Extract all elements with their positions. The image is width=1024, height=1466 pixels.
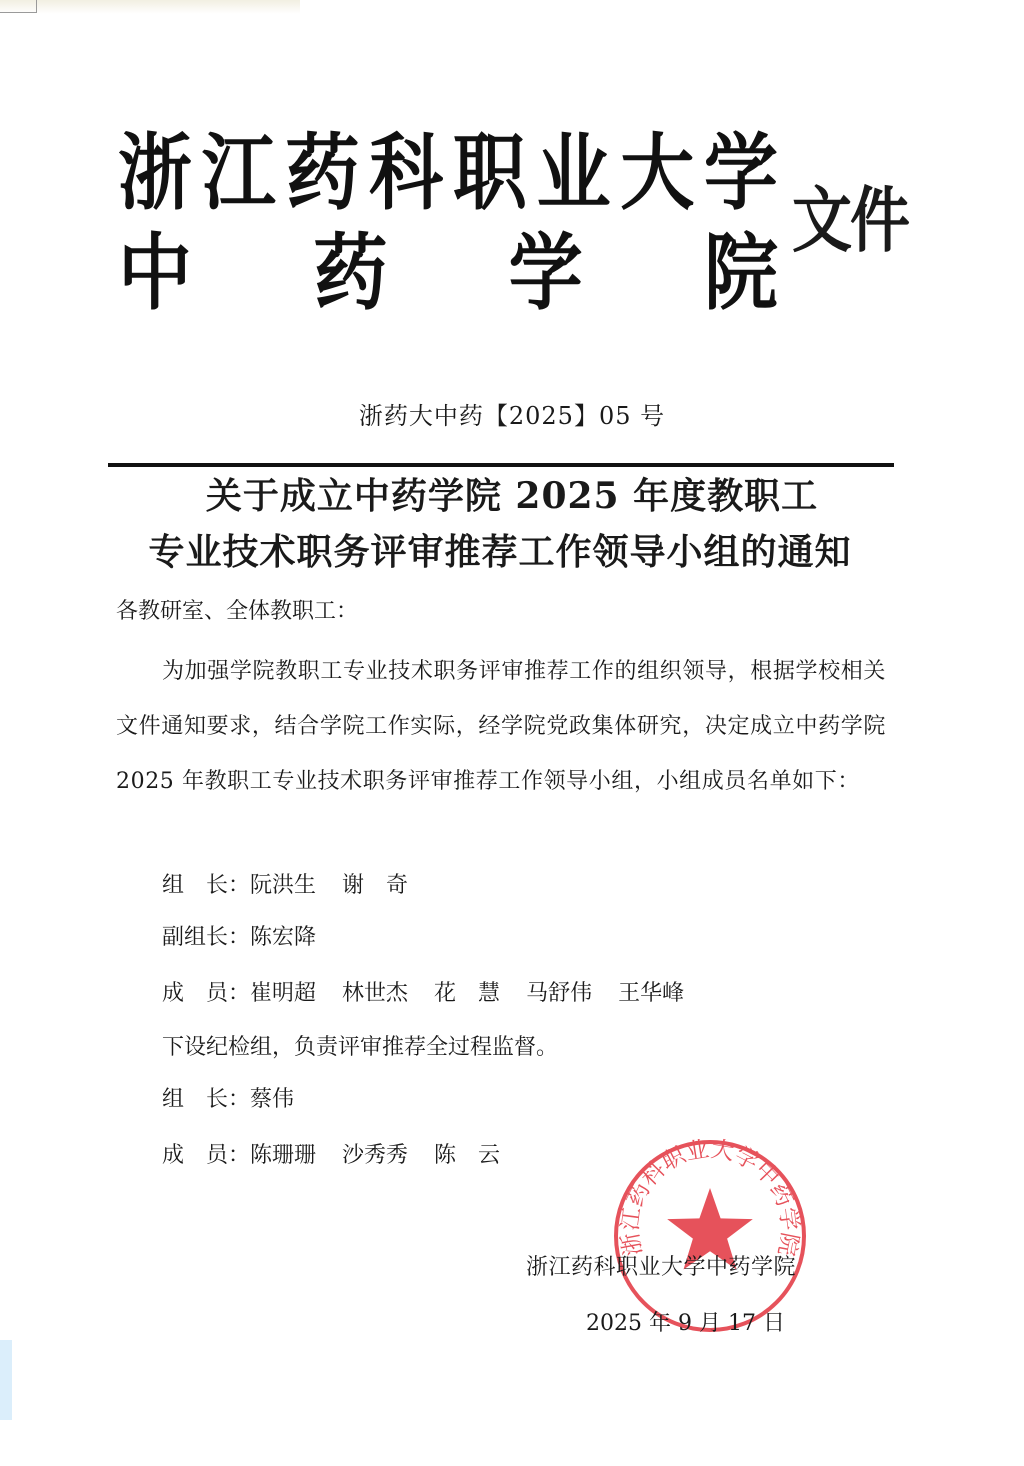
letterhead-char: 大 [620,125,695,222]
role-label: 组 长： [162,1087,251,1112]
person-name: 蔡伟 [250,1087,295,1112]
letterhead-char: 浙 [118,125,192,222]
inspection-members-line [162,1138,526,1169]
role-label: 组 长： [162,873,251,898]
seal-text: 浙江药科职业大学中药学院 [617,1136,803,1258]
letterhead-char: 学 [508,225,583,322]
notice-title-line-1: 关于成立中药学院 2025 年度教职工 [205,475,819,517]
letterhead-char: 科 [369,125,444,222]
person-name: 谢 奇 [342,873,409,898]
letterhead-char: 院 [703,225,778,322]
person-name: 林世杰 [342,981,409,1006]
role-label: 成 员： [162,1143,251,1168]
person-name: 陈 云 [434,1143,501,1168]
person-name: 崔明超 [250,981,317,1006]
deputy-leader-line [162,920,342,951]
signature-organization: 浙江药科职业大学中药学院 [526,1255,797,1280]
person-name: 陈珊珊 [250,1143,317,1168]
inspection-leader-line [162,1082,320,1113]
letterhead-char: 业 [536,125,611,222]
letterhead-organization [118,125,778,222]
letterhead-char: 职 [452,125,527,222]
group-leader-line [162,868,434,899]
person-name: 王华峰 [618,981,685,1006]
group-members-line [162,976,710,1007]
header-divider [108,463,894,467]
role-label: 成 员： [162,981,251,1006]
letterhead-char: 江 [201,125,276,222]
signature-date: 2025 年 9 月 17 日 [586,1311,785,1336]
person-name: 陈宏降 [250,925,317,950]
notice-title-line-2: 专业技术职务评审推荐工作领导小组的通知 [148,531,852,573]
person-name: 花 慧 [434,981,501,1006]
person-name: 沙秀秀 [342,1143,409,1168]
scan-artifact-box [0,0,37,13]
person-name: 阮洪生 [250,873,317,898]
letterhead-department [118,225,778,322]
letterhead-char: 学 [703,125,778,222]
salutation: 各教研室、全体教职工： [116,599,359,624]
letterhead-char: 药 [313,225,388,322]
document-number: 浙药大中药【2025】05 号 [358,402,666,430]
scan-artifact-left-edge [0,1340,12,1420]
letterhead-char: 中 [118,225,192,322]
body-paragraph: 为加强学院教职工专业技术职务评审推荐工作的组织领导，根据学校相关文件通知要求，结合学院工作实际，经学院党政集体研究，决定成立中药学院 2025 年教职工专业技术职务评审推荐工作领导小组，小组成员名单如下： [116,659,886,794]
inspection-note: 下设纪检组，负责评审推荐全过程监督。 [162,1035,559,1060]
letterhead-char: 药 [285,125,360,222]
person-name: 马舒伟 [526,981,593,1006]
role-label: 副组长： [162,925,251,950]
letterhead-doc-type: 文件 [792,180,908,263]
scan-artifact-top [0,0,300,14]
